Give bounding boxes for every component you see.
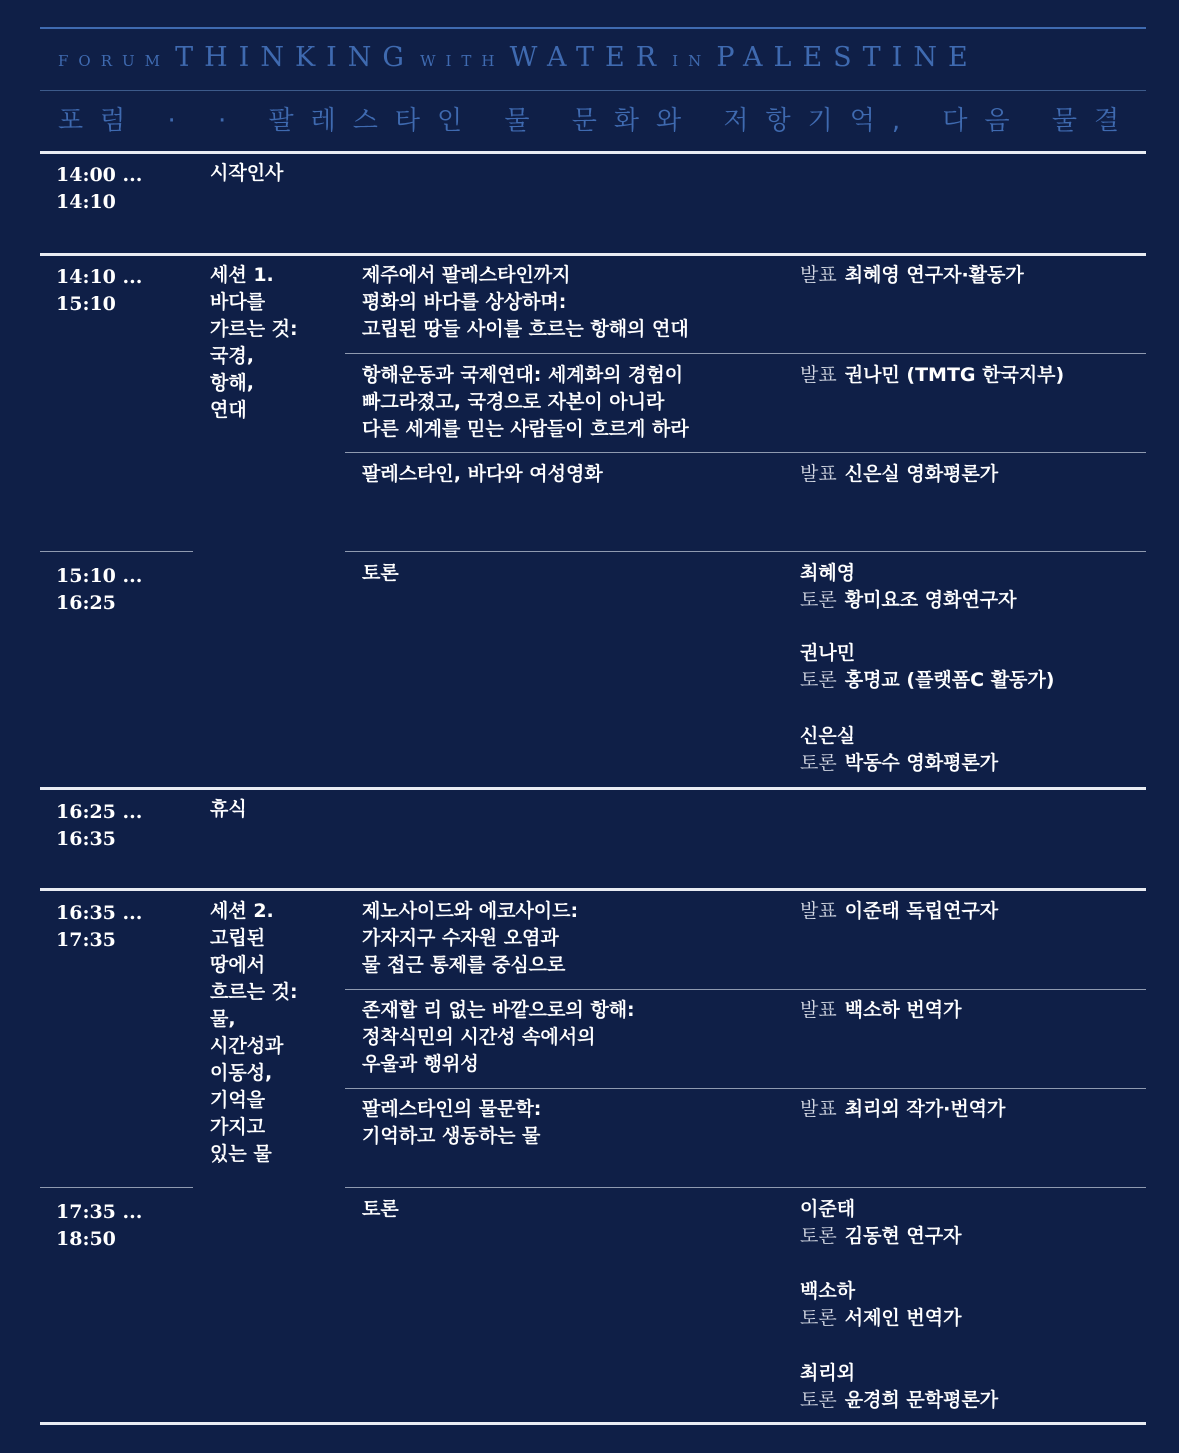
session1-time: 14:10 ... 15:10 <box>56 266 143 315</box>
break-time: 16:25 ... 16:35 <box>56 801 143 850</box>
disc1-pair1: 최혜영 토론 황미요조 영화연구자 <box>800 562 1017 611</box>
rule-s2-talk2 <box>345 989 1146 990</box>
s2-talk2-title: 존재할 리 없는 바깥으로의 항해: 정착식민의 시간성 속에서의 우울과 행위성 <box>362 999 635 1075</box>
session2-time: 16:35 ... 17:35 <box>56 902 143 951</box>
s1-talk3-presenter: 발표 신은실 영화평론가 <box>800 463 999 485</box>
rule-break <box>40 787 1146 790</box>
title-word-water: WATER <box>509 42 668 73</box>
s1-talk3-title: 팔레스타인, 바다와 여성영화 <box>362 463 603 485</box>
s1-talk1-presenter: 발표 최혜영 연구자·활동가 <box>800 264 1024 286</box>
session1-label: 세션 1. 바다를 가르는 것: 국경, 항해, 연대 <box>210 264 298 421</box>
rule-disc1-right <box>345 551 1146 552</box>
rule-session1 <box>40 253 1146 256</box>
rule-s1-talk2 <box>345 353 1146 354</box>
s2-talk3-title: 팔레스타인의 물문학: 기억하고 생동하는 물 <box>362 1098 542 1147</box>
rule-disc2-left <box>40 1187 193 1188</box>
disc2-pair1: 이준태 토론 김동현 연구자 <box>800 1198 962 1247</box>
discussion1-label: 토론 <box>362 562 399 584</box>
rule-opening <box>40 151 1146 154</box>
s1-talk1-title: 제주에서 팔레스타인까지 평화의 바다를 상상하며: 고립된 땅들 사이를 흐르는 항해의 연대 <box>362 264 689 340</box>
disc2-pair3: 최리외 토론 윤경희 문학평론가 <box>800 1362 999 1411</box>
s2-talk2-presenter: 발표 백소하 번역가 <box>800 999 962 1021</box>
rule-s1-talk3 <box>345 452 1146 453</box>
bottom-rule <box>40 1422 1146 1425</box>
title-word-with: WITH <box>420 52 505 70</box>
break-label: 휴식 <box>210 798 247 820</box>
rule-disc2-right <box>345 1187 1146 1188</box>
s1-talk2-presenter: 발표 권나민 (TMTG 한국지부) <box>800 364 1065 386</box>
title-word-thinking: THINKING <box>175 42 415 73</box>
rule-session2 <box>40 888 1146 891</box>
disc1-pair3: 신은실 토론 박동수 영화평론가 <box>800 725 999 774</box>
title-word-forum: FORUM <box>58 52 170 70</box>
header-divider <box>40 90 1146 91</box>
disc1-pair2: 권나민 토론 홍명교 (플랫폼C 활동가) <box>800 642 1055 691</box>
s2-talk1-title: 제노사이드와 에코사이드: 가자지구 수자원 오염과 물 접근 통제를 중심으로 <box>362 900 579 976</box>
discussion2-time: 17:35 ... 18:50 <box>56 1201 143 1250</box>
s2-talk3-presenter: 발표 최리외 작가·번역가 <box>800 1098 1006 1120</box>
rule-s2-talk3 <box>345 1088 1146 1089</box>
discussion1-time: 15:10 ... 16:25 <box>56 565 143 614</box>
top-rule <box>40 27 1146 29</box>
session2-label: 세션 2. 고립된 땅에서 흐르는 것: 물, 시간성과 이동성, 기억을 가지고 있는 물 <box>210 900 298 1165</box>
disc2-pair2: 백소하 토론 서제인 번역가 <box>800 1280 962 1329</box>
s1-talk2-title: 항해운동과 국제연대: 세계화의 경험이 빠그라졌고, 국경으로 자본이 아니라 다른 세계를 믿는 사람들이 흐르게 하라 <box>362 364 689 440</box>
english-title <box>58 42 1148 76</box>
korean-title: 포럼 · · 팔레스타인 물 문화와 저항기억, 다음 물결 <box>58 106 1137 136</box>
title-word-palestine: PALESTINE <box>716 42 979 73</box>
discussion2-label: 토론 <box>362 1198 399 1220</box>
opening-time: 14:00 ... 14:10 <box>56 164 143 213</box>
s2-talk1-presenter: 발표 이준태 독립연구자 <box>800 900 999 922</box>
opening-label: 시작인사 <box>210 162 284 184</box>
title-word-in: IN <box>672 52 712 70</box>
rule-disc1-left <box>40 551 193 552</box>
